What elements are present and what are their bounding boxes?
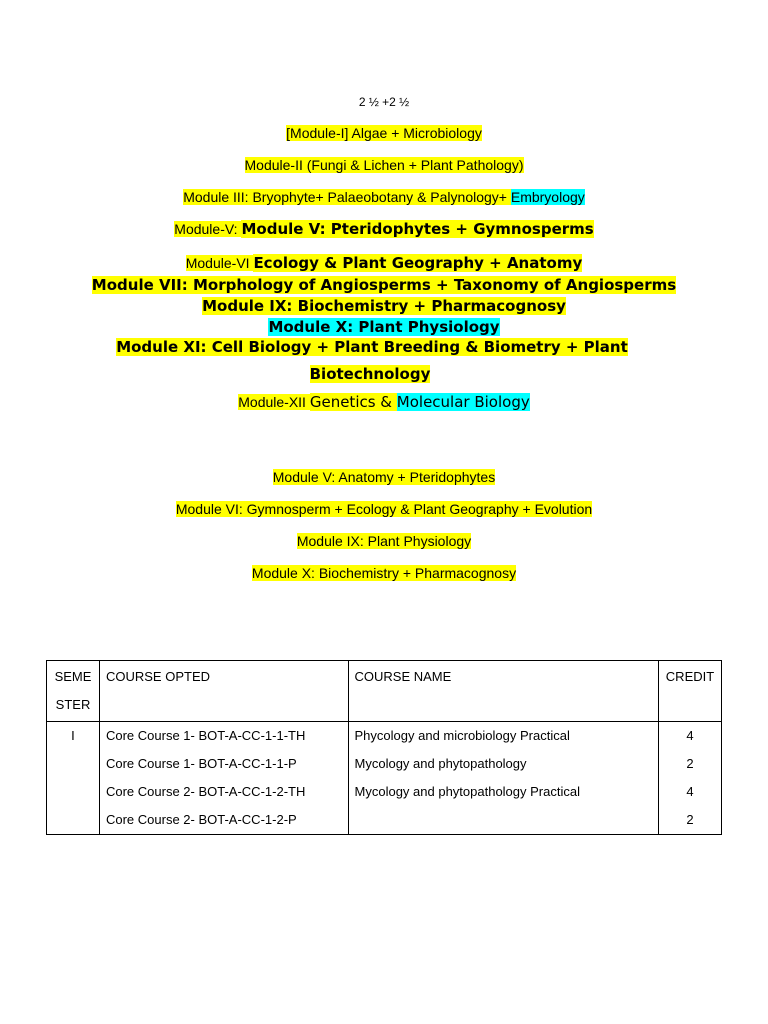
module-9-line [0,299,768,315]
alt-module-5-text: Module V: Anatomy + Pteridophytes [272,469,496,485]
course-opted-item: Core Course 1- BOT-A-CC-1-1-P [105,756,297,771]
credit-item: 2 [686,812,694,827]
module-12-line [0,395,768,411]
module-9-text: Module IX: Biochemistry + Pharmacognosy [202,297,566,315]
semester-cell: I [47,722,100,835]
module-5-line [0,222,768,238]
module-2-line [0,158,768,172]
module-1-text: [Module-I] Algae + Microbiology [286,125,482,141]
alt-module-9-line [0,534,768,548]
alt-module-9-text: Module IX: Plant Physiology [296,533,472,549]
header-semester: SEME STER [47,661,100,722]
course-name-item: Mycology and phytopathology Practical [354,784,580,799]
credit-item: 4 [686,728,694,743]
module-6-prefix: Module-VI [185,255,254,271]
alt-module-6-text: Module VI: Gymnosperm + Ecology & Plant Geography + Evolution [175,501,593,517]
module-2-text: Module-II (Fungi & Lichen + Plant Pathology) [244,157,524,173]
course-name-item: Phycology and microbiology Practical [354,728,570,743]
course-name-cell [348,722,658,835]
module-12-text: Genetics & [309,393,397,411]
course-table [46,660,722,835]
credit-cell [658,722,721,835]
module-6-line [0,256,768,272]
course-opted-item: Core Course 2- BOT-A-CC-1-2-P [105,812,297,827]
module-12-prefix: Module-XII [238,394,310,410]
module-11-line-1 [0,340,756,356]
module-7-line [0,278,768,294]
table-row [47,722,722,835]
module-3-text: Module III: Bryophyte+ Palaeobotany & Palynology+ [183,189,511,205]
course-opted-cell [99,722,348,835]
module-5-prefix: Module-V: [174,221,242,237]
module-3-cyan-text: Embryology [510,189,585,205]
course-name-item: Mycology and phytopathology [354,756,527,771]
header-credit: CREDIT [658,661,721,722]
credit-item: 4 [686,784,694,799]
module-11-text-1: Module XI: Cell Biology + Plant Breeding & Biometry + Plant [116,338,628,356]
alt-module-10-text: Module X: Biochemistry + Pharmacognosy [251,565,517,581]
module-7-text: Module VII: Morphology of Angiosperms + Taxonomy of Angiosperms [91,276,677,294]
module-6-text: Ecology & Plant Geography + Anatomy [253,254,583,272]
module-11-line-2 [0,367,754,383]
alt-module-5-line [0,470,768,484]
module-1-line [0,126,768,140]
module-12-cyan-text: Molecular Biology [396,393,530,411]
header-course-name: COURSE NAME [348,661,658,722]
course-opted-item: Core Course 2- BOT-A-CC-1-2-TH [105,784,306,799]
alt-module-6-line [0,502,768,516]
module-11-text-2: Biotechnology [309,365,431,383]
top-label: 2 ½ +2 ½ [358,95,410,109]
module-10-text: Module X: Plant Physiology [268,318,500,336]
module-10-line [0,320,768,336]
module-3-line [0,190,768,204]
table-header-row [47,661,722,722]
course-opted-item: Core Course 1- BOT-A-CC-1-1-TH [105,728,306,743]
header-course-opted: COURSE OPTED [99,661,348,722]
module-5-text: Module V: Pteridophytes + Gymnosperms [241,220,594,238]
alt-module-10-line [0,566,768,580]
credit-item: 2 [686,756,694,771]
